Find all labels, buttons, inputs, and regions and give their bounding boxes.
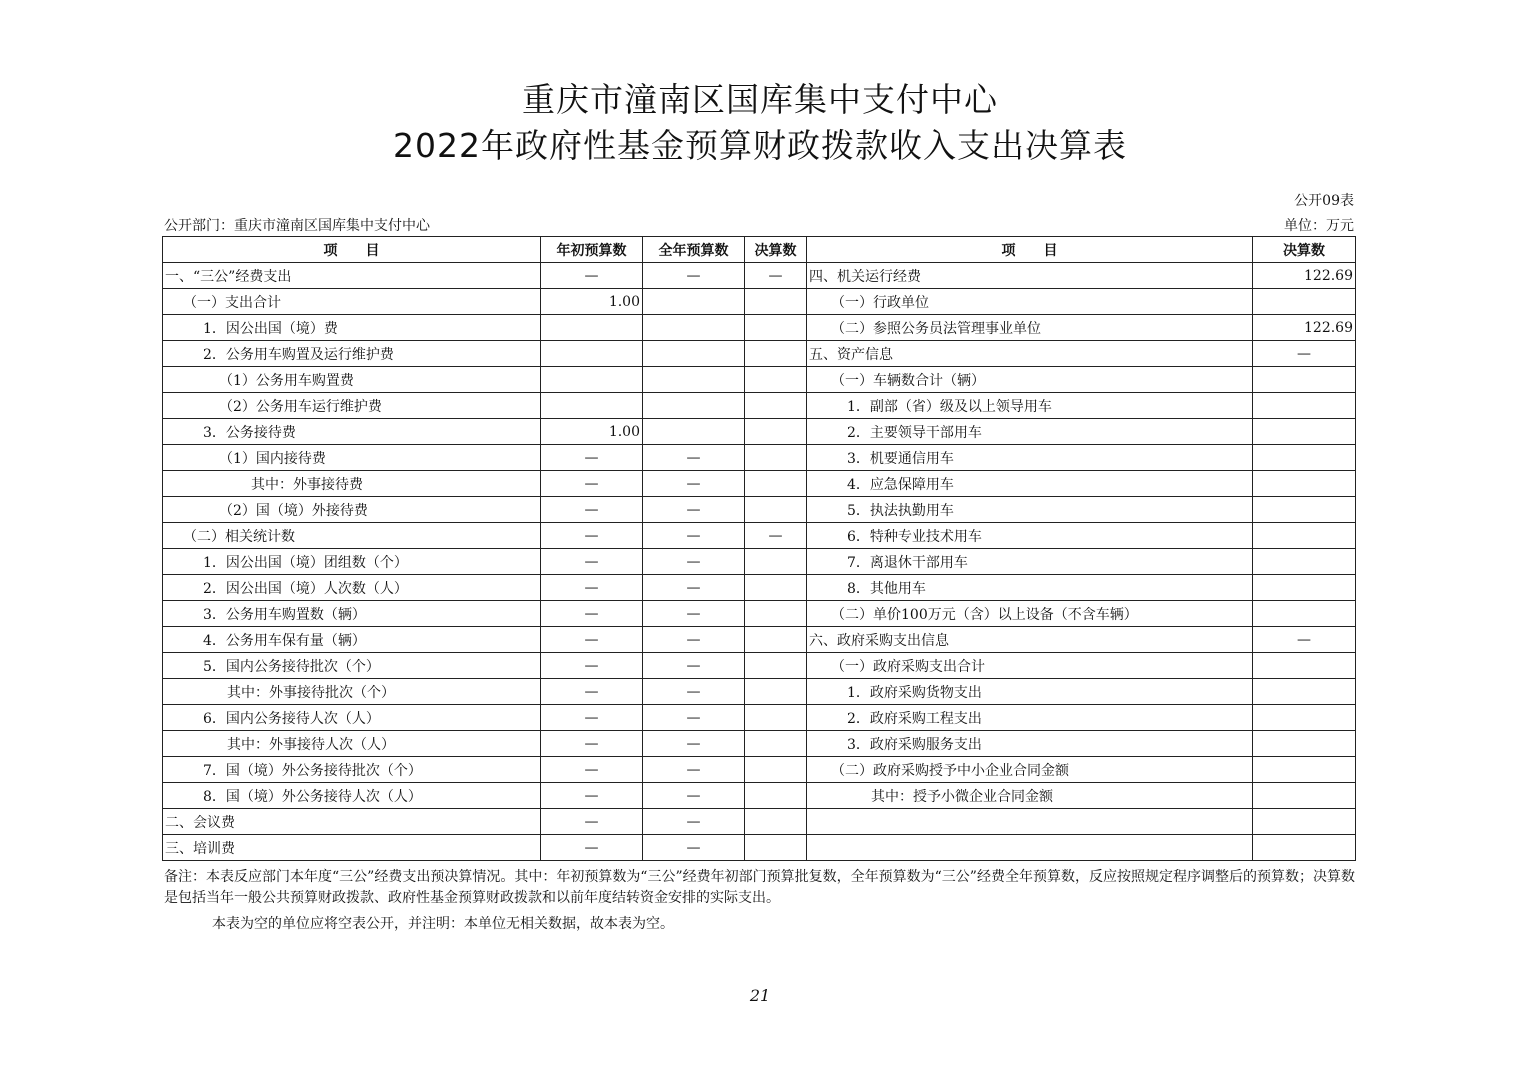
left-item-cell: 其中：外事接待人次（人）: [163, 731, 541, 757]
table-row: [163, 549, 1356, 575]
final-right-cell: [1253, 445, 1356, 471]
final-left-cell: [745, 575, 807, 601]
table-row: [163, 445, 1356, 471]
budget-full-cell: —: [643, 835, 745, 861]
note-remark: 备注：本表反应部门本年度“三公”经费支出预决算情况。其中：年初预算数为“三公”经费年初部门预算批复数，全年预算数为“三公”经费全年预算数，反应按照规定程序调整后的预算数；决算数是包括当年一般公共预算财政拨款、政府性基金预算财政拨款和以前年度结转资金安排的实际支出。: [164, 869, 1355, 906]
budget-full-cell: —: [643, 445, 745, 471]
final-left-cell: [745, 653, 807, 679]
right-item-cell: 1．政府采购货物支出: [807, 679, 1253, 705]
table-row: [163, 419, 1356, 445]
final-left-cell: [745, 471, 807, 497]
right-item-cell: 6．特种专业技术用车: [807, 523, 1253, 549]
final-right-cell: [1253, 653, 1356, 679]
final-right-cell: [1253, 835, 1356, 861]
final-left-cell: —: [745, 263, 807, 289]
right-item-cell: （一）行政单位: [807, 289, 1253, 315]
final-left-cell: [745, 679, 807, 705]
table-row: [163, 575, 1356, 601]
budget-full-cell: —: [643, 653, 745, 679]
budget-full-cell: —: [643, 679, 745, 705]
budget-initial-cell: —: [541, 757, 643, 783]
budget-initial-cell: —: [541, 471, 643, 497]
budget-full-cell: [643, 419, 745, 445]
table-row: [163, 783, 1356, 809]
budget-initial-cell: 1.00: [541, 419, 643, 445]
table-row: [163, 601, 1356, 627]
final-right-cell: [1253, 367, 1356, 393]
final-right-cell: [1253, 731, 1356, 757]
header-final-right: 决算数: [1253, 237, 1356, 263]
table-row: [163, 289, 1356, 315]
header-budget-full: 全年预算数: [643, 237, 745, 263]
final-right-cell: [1253, 783, 1356, 809]
budget-initial-cell: —: [541, 445, 643, 471]
budget-initial-cell: —: [541, 549, 643, 575]
budget-initial-cell: —: [541, 523, 643, 549]
right-item-cell: （二）参照公务员法管理事业单位: [807, 315, 1253, 341]
table-row: [163, 471, 1356, 497]
right-item-cell: 4．应急保障用车: [807, 471, 1253, 497]
budget-initial-cell: [541, 315, 643, 341]
header-final-left: 决算数: [745, 237, 807, 263]
header-budget-initial: 年初预算数: [541, 237, 643, 263]
budget-full-cell: [643, 341, 745, 367]
table-row: [163, 705, 1356, 731]
page-title-line1: 重庆市潼南区国库集中支付中心: [522, 80, 998, 119]
final-left-cell: [745, 497, 807, 523]
table-header-row: [163, 237, 1356, 263]
budget-initial-cell: 1.00: [541, 289, 643, 315]
budget-initial-cell: —: [541, 263, 643, 289]
final-right-cell: [1253, 419, 1356, 445]
final-left-cell: —: [745, 523, 807, 549]
left-item-cell: （2）公务用车运行维护费: [163, 393, 541, 419]
budget-full-cell: —: [643, 471, 745, 497]
left-item-cell: （2）国（境）外接待费: [163, 497, 541, 523]
final-right-cell: [1253, 523, 1356, 549]
left-item-cell: 三、培训费: [163, 835, 541, 861]
final-left-cell: [745, 445, 807, 471]
header-item-left: 项 目: [163, 237, 541, 263]
budget-full-cell: —: [643, 263, 745, 289]
final-left-cell: [745, 367, 807, 393]
left-item-cell: 2．因公出国（境）人次数（人）: [163, 575, 541, 601]
page-number: 21: [749, 986, 771, 1005]
right-item-cell: 7．离退休干部用车: [807, 549, 1253, 575]
final-right-cell: [1253, 289, 1356, 315]
left-item-cell: 一、“三公”经费支出: [163, 263, 541, 289]
final-left-cell: [745, 835, 807, 861]
right-item-cell: [807, 809, 1253, 835]
table-row: [163, 263, 1356, 289]
final-left-cell: [745, 783, 807, 809]
final-right-cell: [1253, 575, 1356, 601]
budget-full-cell: —: [643, 549, 745, 575]
left-item-cell: 其中：外事接待批次（个）: [163, 679, 541, 705]
right-item-cell: 五、资产信息: [807, 341, 1253, 367]
final-right-cell: [1253, 549, 1356, 575]
budget-initial-cell: —: [541, 731, 643, 757]
budget-initial-cell: —: [541, 679, 643, 705]
left-item-cell: 二、会议费: [163, 809, 541, 835]
budget-initial-cell: [541, 341, 643, 367]
final-left-cell: [745, 601, 807, 627]
budget-table: [162, 236, 1356, 861]
final-right-cell: [1253, 497, 1356, 523]
left-item-cell: 其中：外事接待费: [163, 471, 541, 497]
header-item-right: 项 目: [807, 237, 1253, 263]
budget-full-cell: —: [643, 783, 745, 809]
department-label: 公开部门：重庆市潼南区国库集中支付中心: [164, 218, 430, 234]
table-row: [163, 393, 1356, 419]
left-item-cell: 6．国内公务接待人次（人）: [163, 705, 541, 731]
final-right-cell: [1253, 393, 1356, 419]
table-row: [163, 653, 1356, 679]
left-item-cell: 4．公务用车保有量（辆）: [163, 627, 541, 653]
budget-initial-cell: —: [541, 783, 643, 809]
right-item-cell: 2．主要领导干部用车: [807, 419, 1253, 445]
left-item-cell: 2．公务用车购置及运行维护费: [163, 341, 541, 367]
final-left-cell: [745, 393, 807, 419]
budget-full-cell: [643, 289, 745, 315]
right-item-cell: 1．副部（省）级及以上领导用车: [807, 393, 1253, 419]
table-row: [163, 731, 1356, 757]
table-row: [163, 523, 1356, 549]
budget-initial-cell: —: [541, 627, 643, 653]
final-left-cell: [745, 315, 807, 341]
budget-full-cell: —: [643, 731, 745, 757]
right-item-cell: （一）政府采购支出合计: [807, 653, 1253, 679]
budget-initial-cell: —: [541, 705, 643, 731]
left-item-cell: 1．因公出国（境）团组数（个）: [163, 549, 541, 575]
table-row: [163, 315, 1356, 341]
budget-full-cell: —: [643, 809, 745, 835]
budget-initial-cell: —: [541, 575, 643, 601]
final-right-cell: 122.69: [1253, 315, 1356, 341]
final-left-cell: [745, 809, 807, 835]
final-left-cell: [745, 419, 807, 445]
final-left-cell: [745, 289, 807, 315]
table-row: [163, 835, 1356, 861]
final-right-cell: —: [1253, 341, 1356, 367]
budget-full-cell: [643, 367, 745, 393]
right-item-cell: 3．机要通信用车: [807, 445, 1253, 471]
table-row: [163, 627, 1356, 653]
unit-label: 单位：万元: [1284, 218, 1354, 234]
final-right-cell: [1253, 757, 1356, 783]
budget-initial-cell: [541, 367, 643, 393]
budget-full-cell: —: [643, 575, 745, 601]
left-item-cell: （二）相关统计数: [163, 523, 541, 549]
budget-full-cell: —: [643, 523, 745, 549]
right-item-cell: （二）政府采购授予中小企业合同金额: [807, 757, 1253, 783]
final-left-cell: [745, 731, 807, 757]
form-code: 公开09表: [1294, 193, 1354, 209]
budget-full-cell: —: [643, 705, 745, 731]
left-item-cell: （一）支出合计: [163, 289, 541, 315]
final-left-cell: [745, 757, 807, 783]
left-item-cell: 3．公务用车购置数（辆）: [163, 601, 541, 627]
final-right-cell: [1253, 705, 1356, 731]
right-item-cell: 六、政府采购支出信息: [807, 627, 1253, 653]
table-row: [163, 497, 1356, 523]
right-item-cell: [807, 835, 1253, 861]
right-item-cell: （二）单价100万元（含）以上设备（不含车辆）: [807, 601, 1253, 627]
final-left-cell: [745, 705, 807, 731]
table-row: [163, 809, 1356, 835]
page-title-line2: 2022年政府性基金预算财政拨款收入支出决算表: [393, 126, 1127, 165]
left-item-cell: 1．因公出国（境）费: [163, 315, 541, 341]
right-item-cell: 2．政府采购工程支出: [807, 705, 1253, 731]
right-item-cell: 3．政府采购服务支出: [807, 731, 1253, 757]
table-row: [163, 679, 1356, 705]
table-row: [163, 367, 1356, 393]
budget-initial-cell: [541, 393, 643, 419]
left-item-cell: 3．公务接待费: [163, 419, 541, 445]
left-item-cell: （1）国内接待费: [163, 445, 541, 471]
right-item-cell: （一）车辆数合计（辆）: [807, 367, 1253, 393]
final-right-cell: —: [1253, 627, 1356, 653]
budget-full-cell: —: [643, 627, 745, 653]
final-right-cell: [1253, 809, 1356, 835]
budget-initial-cell: —: [541, 809, 643, 835]
right-item-cell: 5．执法执勤用车: [807, 497, 1253, 523]
right-item-cell: 其中：授予小微企业合同金额: [807, 783, 1253, 809]
left-item-cell: 5．国内公务接待批次（个）: [163, 653, 541, 679]
note-empty-table: 本表为空的单位应将空表公开，并注明：本单位无相关数据，故本表为空。: [212, 916, 674, 932]
right-item-cell: 四、机关运行经费: [807, 263, 1253, 289]
budget-full-cell: [643, 393, 745, 419]
final-right-cell: 122.69: [1253, 263, 1356, 289]
budget-initial-cell: —: [541, 653, 643, 679]
final-left-cell: [745, 627, 807, 653]
final-right-cell: [1253, 679, 1356, 705]
final-right-cell: [1253, 601, 1356, 627]
final-left-cell: [745, 341, 807, 367]
left-item-cell: （1）公务用车购置费: [163, 367, 541, 393]
budget-initial-cell: —: [541, 497, 643, 523]
right-item-cell: 8．其他用车: [807, 575, 1253, 601]
table-row: [163, 757, 1356, 783]
final-left-cell: [745, 549, 807, 575]
budget-initial-cell: —: [541, 601, 643, 627]
left-item-cell: 7．国（境）外公务接待批次（个）: [163, 757, 541, 783]
budget-full-cell: —: [643, 757, 745, 783]
budget-full-cell: —: [643, 601, 745, 627]
budget-initial-cell: —: [541, 835, 643, 861]
left-item-cell: 8．国（境）外公务接待人次（人）: [163, 783, 541, 809]
table-row: [163, 341, 1356, 367]
final-right-cell: [1253, 471, 1356, 497]
budget-full-cell: —: [643, 497, 745, 523]
budget-full-cell: [643, 315, 745, 341]
